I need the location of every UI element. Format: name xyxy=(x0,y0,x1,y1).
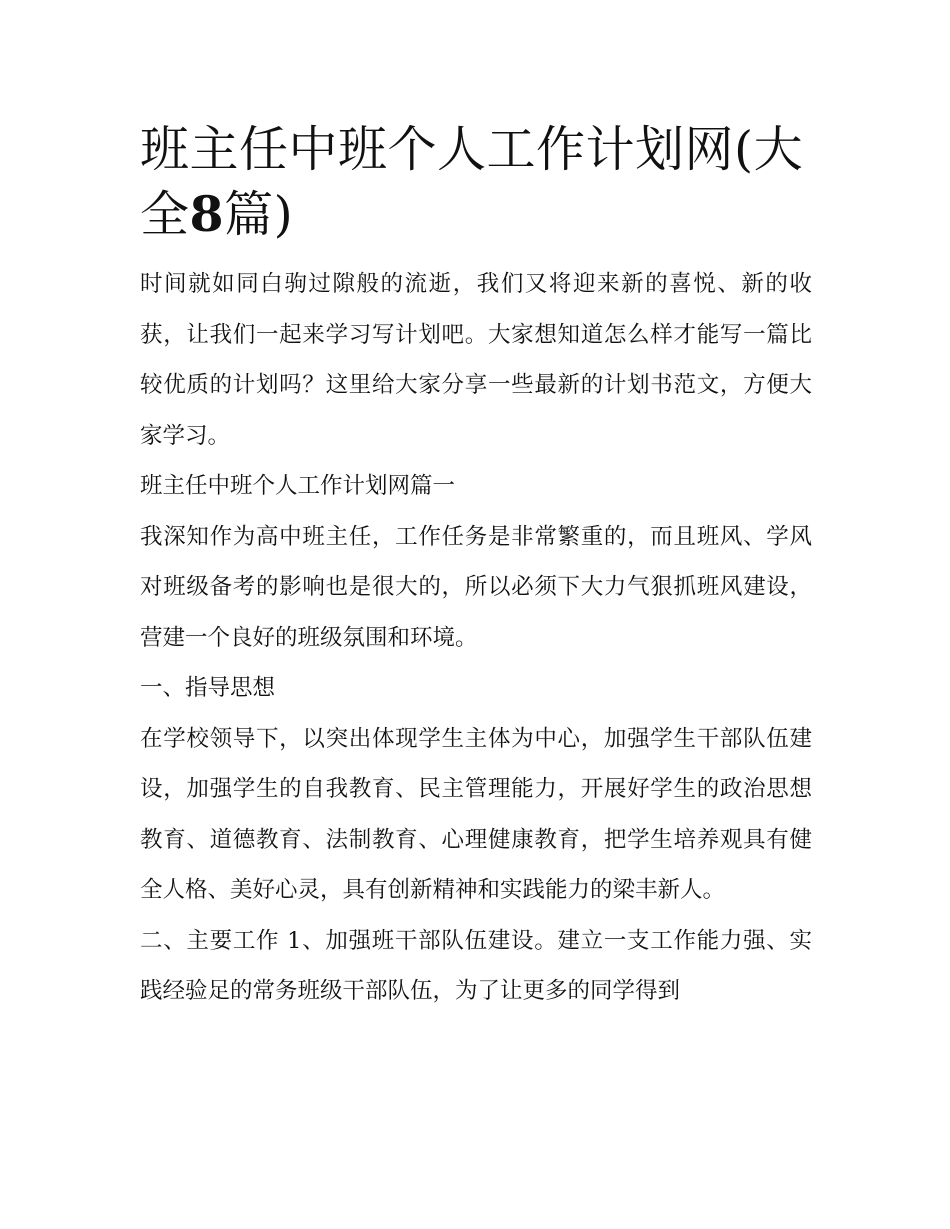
section-heading-part-one: 班主任中班个人工作计划网篇一 xyxy=(140,473,456,499)
body-paragraph-main-work: 二、主要工作 1、加强班干部队伍建设。建立一支工作能力强、实践经验足的常务班级干部队伍，为了让更多的同学得到 xyxy=(140,927,812,1004)
document-title xyxy=(140,118,812,247)
document-body xyxy=(140,118,812,1017)
body-paragraph: 在学校领导下，以突出体现学生主体为中心，加强学生干部队伍建设，加强学生的自我教育、民主管理能力，开展好学生的政治思想教育、道德教育、法制教育、心理健康教育，把学生培养观具有健全人格、美好心灵，具有创新精神和实践能力的梁丰新人。 xyxy=(140,725,812,903)
title-text-part1: 班主任中班个人工作计划网(大全 xyxy=(140,121,804,243)
body-paragraph: 我深知作为高中班主任，工作任务是非常繁重的，而且班风、学风对班级备考的影响也是很大的，所以必须下大力气狠抓班风建设，营建一个良好的班级氛围和环境。 xyxy=(140,523,812,651)
title-number: 8 xyxy=(189,185,225,243)
section-heading-guiding-ideology: 一、指导思想 xyxy=(140,675,276,701)
intro-paragraph: 时间就如同白驹过隙般的流逝，我们又将迎来新的喜悦、新的收获，让我们一起来学习写计划吧。大家想知道怎么样才能写一篇比较优质的计划吗？这里给大家分享一些最新的计划书范文，方便大家学习。 xyxy=(140,271,812,449)
title-text-part2: 篇) xyxy=(224,186,294,243)
